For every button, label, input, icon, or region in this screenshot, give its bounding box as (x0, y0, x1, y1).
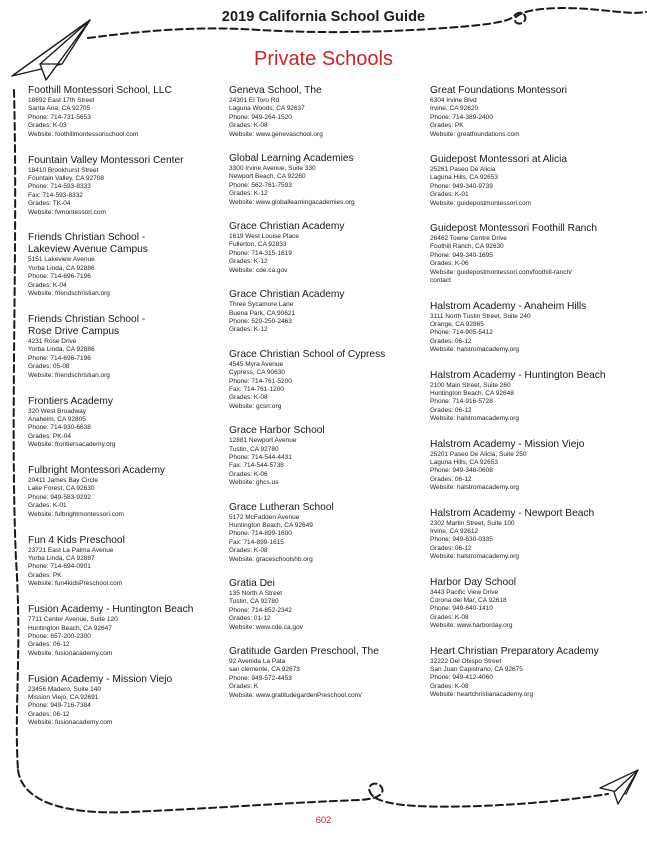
school-detail-line: Fax: 714-544-5738 (229, 462, 284, 470)
school-name: Friends Christian School - (28, 314, 146, 325)
school-detail-line: Yorba Linda, CA 92886 (28, 264, 95, 272)
school-entry (229, 425, 429, 487)
school-detail-line: Website: www.globallearningacademies.org (229, 198, 355, 206)
school-detail-line: Anaheim, CA 92805 (28, 415, 86, 423)
school-detail-line: Website: guidepostmontessori.com (430, 199, 532, 207)
section-title: Private Schools (254, 48, 393, 70)
school-entry (229, 646, 429, 700)
school-name: Foothill Montessori School, LLC (28, 85, 172, 96)
school-entry (229, 153, 429, 207)
school-detail-line: Huntington Beach, CA 92648 (430, 389, 514, 397)
school-name: Guidepost Montessori at Alicia (430, 154, 568, 166)
school-detail-line: Corona del Mar, CA 92618 (430, 597, 507, 605)
school-detail-line: Phone: 949-583-9292 (28, 493, 91, 501)
school-detail-line: Irvine, CA 92612 (430, 528, 479, 535)
school-entry (430, 85, 640, 139)
school-detail-line: Fax: 714-761-1200 (229, 385, 284, 393)
school-detail-line: Website: cde.ca.gov (229, 266, 288, 274)
school-detail-line: Grades: PK (28, 571, 62, 579)
school-detail-line: 1619 West Louise Place (229, 233, 299, 241)
school-entry (430, 223, 640, 285)
school-entry (430, 439, 640, 493)
school-name: Guidepost Montessori Foothill Ranch (430, 223, 598, 235)
school-entry (28, 535, 228, 589)
school-detail-line: 6304 Irvine Blvd (430, 97, 477, 104)
school-name: Grace Harbor School (229, 425, 325, 437)
school-entry (229, 85, 429, 139)
school-entry (430, 370, 640, 424)
school-detail-line: Grades: PK (430, 122, 464, 130)
school-detail-line: Grades: K-01 (28, 502, 67, 510)
school-detail-line: 25201 Paseo De Alicia, Suite 250 (430, 450, 527, 458)
school-column-3 (430, 85, 640, 700)
school-detail-line: Phone: 949-264-1520 (229, 113, 292, 121)
school-detail-line: Phone: 714-930-6638 (28, 424, 91, 432)
school-detail-line: Phone: 562-761-7593 (229, 181, 292, 189)
school-name: Fun 4 Kids Preschool (28, 534, 125, 546)
school-name: Lakeview Avenue Campus (28, 244, 148, 256)
school-detail-line: Website: fun4kidsPreschool.com (28, 580, 123, 588)
school-detail-line: Grades: K-06 (430, 260, 469, 268)
school-detail-line: Three Sycamore Lane (229, 301, 294, 309)
school-detail-line: Grades: K-12 (229, 258, 268, 266)
school-detail-line: 7711 Center Avenue, Suite 120 (28, 616, 118, 624)
bottom-dashed-path (18, 770, 608, 812)
school-detail-line: 92 Avenida La Pata (229, 658, 286, 666)
school-detail-line: 4545 Myra Avenue (229, 360, 284, 368)
school-detail-line: 135 North A Street (229, 590, 283, 598)
school-detail-line: Website: friendschristian.org (28, 290, 110, 298)
school-detail-line: Website: halstromacademy.org (430, 415, 519, 423)
school-detail-line: 23721 East La Palma Avenue (28, 546, 114, 554)
school-entry (28, 85, 228, 139)
school-detail-line: 4231 Rose Drive (28, 338, 77, 345)
school-detail-line: Website: guidepostmontessori.com/foothill-ranch/ (430, 268, 572, 276)
school-detail-line: Website: fusionacademy.com (28, 719, 113, 727)
school-detail-line: Laguna Hills, CA 92653 (430, 174, 498, 182)
page-number: 602 (315, 815, 332, 826)
school-name: Harbor Day School (430, 576, 517, 588)
school-detail-line: Phone: 714-696-7196 (28, 273, 91, 281)
school-detail-line: Phone: 714-389-2400 (430, 113, 493, 121)
school-detail-line: Phone: 714-593-8333 (28, 183, 91, 191)
school-entry (28, 465, 228, 519)
school-name: Fountain Valley Montessori Center (28, 154, 184, 166)
school-entry (28, 314, 228, 380)
school-detail-line: Grades: TK-04 (28, 200, 71, 208)
school-detail-line: Website: foothillmontessorischool.com (28, 130, 139, 138)
school-name: Fusion Academy - Mission Viejo (28, 673, 173, 685)
school-detail-line: Irvine, CA 92620 (430, 105, 479, 113)
school-detail-line: Laguna Hills, CA 92653 (430, 458, 498, 466)
school-detail-line: Grades: 06-12 (28, 710, 70, 718)
school-detail-line: Grades: PK-04 (28, 432, 71, 440)
school-name: Geneva School, The (229, 85, 322, 96)
school-detail-line: 5151 Lakeview Avenue (28, 256, 95, 264)
school-name: Halstrom Academy - Anaheim Hills (430, 300, 587, 312)
school-detail-line: 32222 Del Obispo Street (430, 657, 502, 665)
school-detail-line: 2100 Main Street, Suite 260 (430, 381, 511, 389)
school-detail-line: Newport Beach, CA 92260 (229, 173, 306, 181)
school-name: Heart Christian Preparatory Academy (430, 645, 599, 657)
school-name: Halstrom Academy - Huntington Beach (430, 369, 606, 381)
school-entry (430, 301, 640, 355)
left-dashed-path (14, 90, 19, 770)
school-detail-line: Phone: 949-348-0608 (430, 467, 493, 475)
school-entry (229, 578, 429, 632)
school-detail-line: Grades: 06-12 (430, 475, 472, 483)
school-detail-line: Website: greatfoundations.com (430, 130, 520, 138)
school-detail-line: Grades: K-12 (229, 190, 268, 198)
school-detail-line: Fax: 714-899-1615 (229, 538, 284, 546)
school-detail-line: Grades: 06-12 (430, 337, 472, 345)
school-detail-line: Website: fvmontessori.com (28, 208, 106, 216)
paper-plane-icon-bottom (600, 770, 638, 804)
school-entry (229, 502, 429, 564)
school-detail-line: Phone: 520-250-2463 (229, 317, 292, 325)
school-detail-line: Website: frontiersacademy.org (28, 441, 116, 449)
school-detail-line: Lake Forest, CA 92630 (28, 485, 95, 493)
school-detail-line: san clemente, CA 92673 (229, 666, 300, 674)
school-detail-line: Website: www.gratitudegardenPreschool.com/ (229, 691, 362, 699)
school-detail-line: Phone: 949-630-0335 (430, 536, 493, 544)
school-entry (229, 349, 429, 411)
school-detail-line: 5172 McFadden Avenue (229, 513, 300, 521)
school-name: Rose Drive Campus (28, 326, 120, 337)
school-detail-line: Phone: 714-731-5653 (28, 113, 91, 121)
school-column-2 (229, 85, 429, 700)
school-detail-line: Grades: 06-12 (28, 641, 70, 649)
school-name: Grace Christian Academy (229, 221, 345, 233)
school-name: Frontiers Academy (28, 395, 113, 407)
school-detail-line: 23456 Madero, Suite 140 (28, 685, 101, 693)
school-entry (28, 396, 228, 450)
school-entry (229, 221, 429, 275)
school-name: Gratia Dei (229, 578, 275, 590)
school-detail-line: Phone: 949-340-9739 (430, 182, 493, 190)
school-detail-line: Phone: 714-899-1600 (229, 530, 292, 538)
school-detail-line: Grades: 05-08 (28, 363, 70, 371)
school-detail-line: Tustin, CA 92780 (229, 598, 279, 606)
school-name: Halstrom Academy - Newport Beach (430, 507, 595, 519)
school-detail-line: Grades: 06-12 (430, 544, 472, 552)
school-detail-line: Grades: K-03 (28, 122, 67, 130)
school-entry (28, 674, 228, 728)
school-detail-line: 26462 Towne Centre Drive (430, 235, 507, 243)
school-detail-line: Grades: K-08 (229, 547, 268, 555)
school-detail-line: Website: gcsrr.org (229, 402, 282, 410)
school-detail-line: Phone: 949-412-4060 (430, 674, 493, 682)
school-detail-line: Foothill Ranch, CA 92630 (430, 243, 504, 251)
school-detail-line: 3300 Irvine Avenue, Suite 330 (229, 165, 316, 173)
school-detail-line: Grades: K-08 (229, 394, 268, 402)
school-detail-line: Phone: 714-315-1619 (229, 249, 292, 257)
school-name: Fulbright Montessori Academy (28, 465, 166, 477)
school-detail-line: Website: graceschoolshb.org (229, 555, 313, 563)
school-detail-line: 2302 Martin Street, Suite 100 (430, 519, 515, 527)
school-detail-line: Fountain Valley, CA 92708 (28, 174, 105, 182)
school-detail-line: Phone: 949-640-1410 (430, 605, 493, 613)
school-name: Grace Christian School of Cypress (229, 348, 386, 360)
school-detail-line: 25261 Paseo De Alicia (430, 166, 496, 174)
school-detail-line: Huntington Beach, CA 92647 (28, 624, 112, 632)
school-detail-line: Phone: 949-340-1695 (430, 251, 493, 259)
school-detail-line: Huntington Beach, CA 92649 (229, 522, 313, 529)
school-entry (28, 604, 228, 658)
school-detail-line: Website: www.harborday.org (430, 622, 513, 630)
school-entry (430, 646, 640, 700)
school-name: Grace Christian Academy (229, 289, 345, 301)
school-name: Halstrom Academy - Mission Viejo (430, 438, 585, 450)
school-detail-line: Grades: K-08 (430, 613, 469, 621)
school-detail-line: 24301 El Toro Rd (229, 97, 280, 104)
school-detail-line: Grades: K-01 (430, 191, 469, 199)
school-column-1 (28, 85, 228, 728)
school-detail-line: Website: heartchristianacademy.org (430, 691, 534, 699)
school-detail-line: Tustin, CA 92780 (229, 445, 279, 453)
school-entry (28, 155, 228, 217)
school-detail-line: Website: halstromacademy.org (430, 484, 519, 492)
school-detail-line: Phone: 949-716-7384 (28, 702, 91, 710)
school-entry (229, 289, 429, 335)
school-detail-line: Grades: K-08 (430, 682, 469, 690)
school-detail-line: contact (430, 277, 451, 285)
school-detail-line: Grades: 06-12 (430, 406, 472, 414)
school-detail-line: Phone: 657-200-2300 (28, 632, 91, 640)
guide-title: 2019 California School Guide (221, 9, 426, 25)
school-detail-line: Grades: K-08 (229, 122, 268, 130)
school-detail-line: Yorba Linda, CA 92887 (28, 555, 95, 562)
school-detail-line: Website: www.genevaschool.org (229, 130, 323, 138)
school-detail-line: Phone: 714-852-2342 (229, 606, 292, 614)
school-detail-line: Website: fusionacademy.com (28, 649, 113, 657)
school-entry (430, 154, 640, 208)
school-detail-line: 320 West Broadway (28, 407, 87, 415)
school-detail-line: Phone: 714-905-5412 (430, 329, 493, 337)
school-entry (28, 232, 228, 298)
school-detail-line: San Juan Capistrano, CA 92675 (430, 666, 523, 674)
school-detail-line: Orange, CA 92865 (430, 320, 484, 328)
school-detail-line: 12881 Newport Avenue (229, 437, 297, 445)
school-detail-line: Website: halstromacademy.org (430, 553, 519, 561)
school-detail-line: Cypress, CA 90630 (229, 369, 286, 377)
school-detail-line: Phone: 714-694-0901 (28, 563, 91, 571)
school-detail-line: Website: www.cde.ca.gov (229, 623, 303, 631)
school-name: Grace Lutheran School (229, 501, 334, 513)
school-detail-line: Phone: 714-544-4431 (229, 453, 292, 461)
school-name: Gratitude Garden Preschool, The (229, 646, 379, 658)
school-detail-line: Website: friendschristian.org (28, 371, 110, 379)
school-detail-line: Yorba Linda, CA 92886 (28, 346, 95, 354)
school-name: Great Foundations Montessori (430, 85, 568, 96)
school-detail-line: Phone: 714-761-5200 (229, 377, 292, 385)
school-detail-line: Grades: K-06 (229, 470, 268, 478)
school-detail-line: Grades: K-04 (28, 281, 67, 289)
school-detail-line: Phone: 714-696-7196 (28, 354, 91, 362)
school-detail-line: Fax: 714-593-8332 (28, 191, 83, 199)
school-detail-line: Website: fulbrightmontessori.com (28, 510, 124, 518)
school-detail-line: Website: ghcs.us (229, 479, 279, 487)
school-detail-line: Mission Viejo, CA 92691 (28, 694, 99, 702)
school-detail-line: Buena Park, CA 90621 (229, 309, 296, 317)
school-detail-line: 18410 Brookhurst Street (28, 166, 99, 174)
school-detail-line: Fullerton, CA 92833 (229, 241, 287, 249)
school-name: Global Learning Academies (229, 153, 354, 165)
school-detail-line: Santa Ana, CA 92705 (28, 105, 91, 113)
school-detail-line: Laguna Woods, CA 92637 (229, 105, 305, 113)
school-detail-line: 3443 Pacific View Drive (430, 588, 499, 596)
school-detail-line: Grades: K-12 (229, 326, 268, 334)
school-detail-line: Phone: 949-572-4453 (229, 674, 292, 682)
school-detail-line: 3111 North Tustin Street, Suite 240 (430, 312, 531, 320)
school-entry (430, 508, 640, 562)
school-name: Fusion Academy - Huntington Beach (28, 604, 194, 616)
school-detail-line: Grades: K (229, 683, 259, 691)
school-detail-line: 18692 East 17th Street (28, 97, 95, 104)
school-entry (430, 577, 640, 631)
school-detail-line: Website: halstromacademy.org (430, 346, 519, 354)
school-detail-line: Phone: 714-916-5728 (430, 398, 493, 406)
school-name: Friends Christian School - (28, 232, 146, 244)
school-detail-line: 20411 James Bay Circle (28, 477, 98, 485)
school-detail-line: Grades: 01-12 (229, 615, 271, 623)
